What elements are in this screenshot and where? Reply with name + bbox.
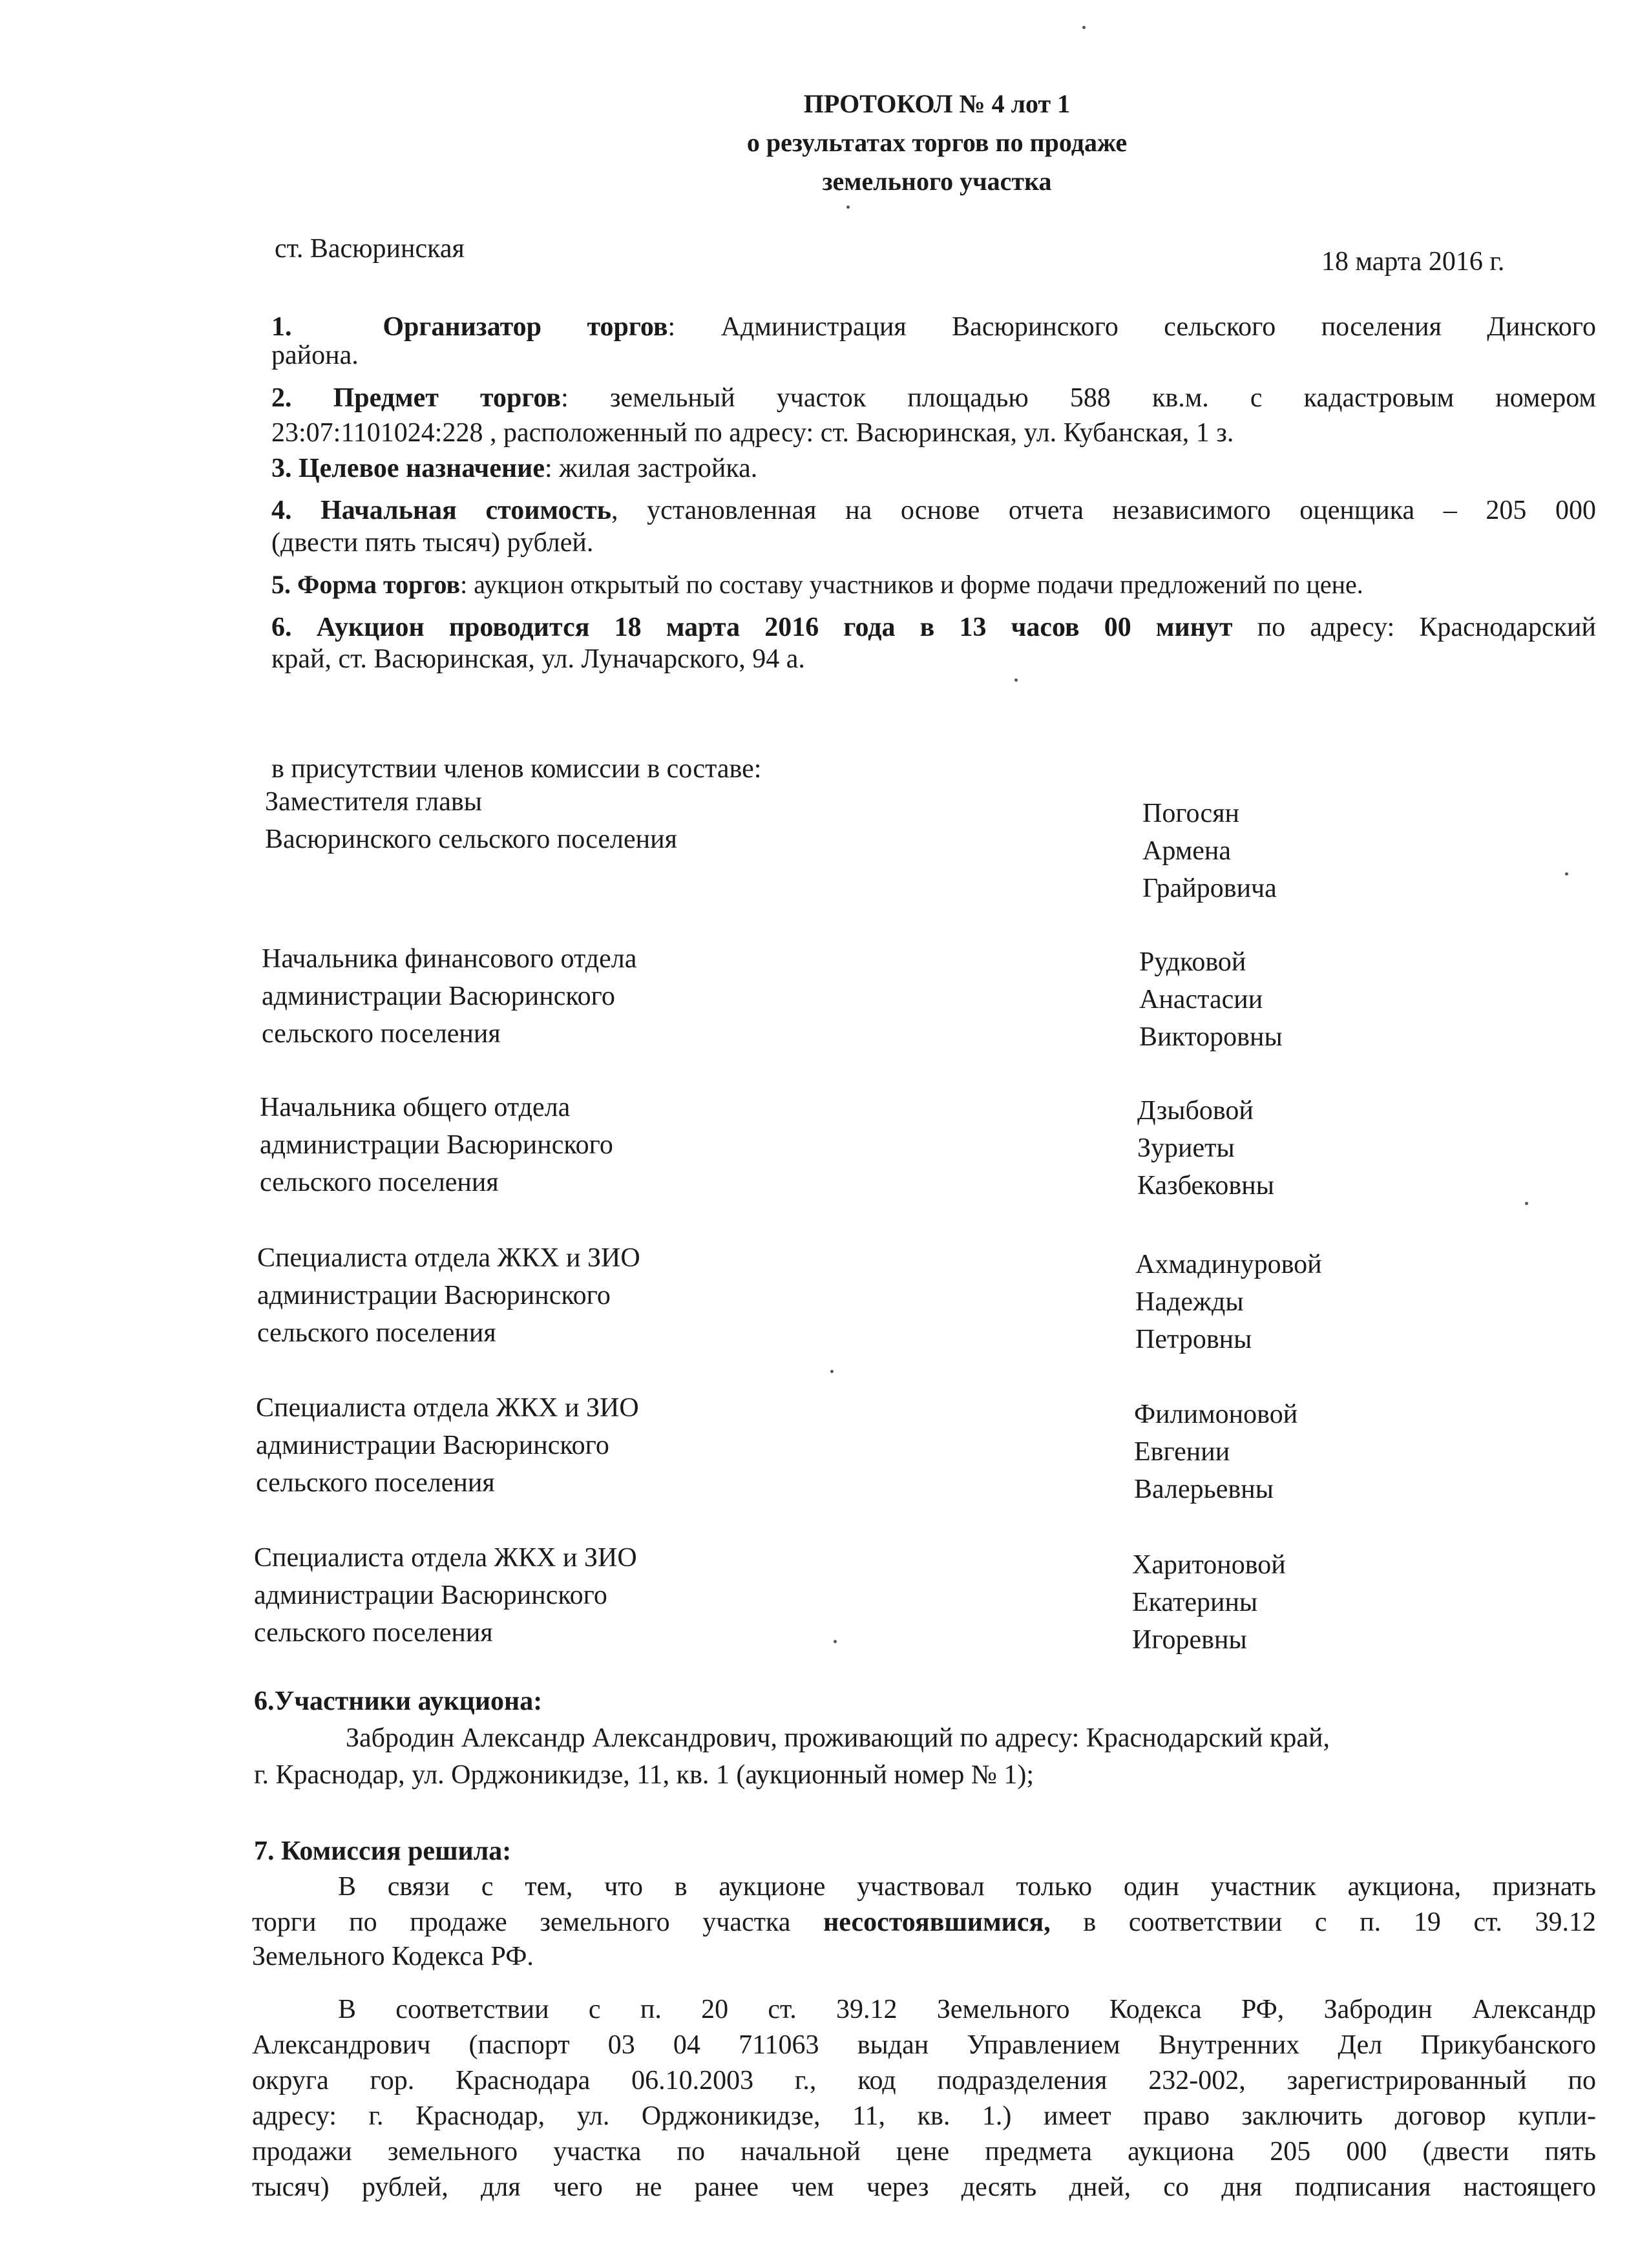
member-position: Специалиста отдела ЖКХ и ЗИО администрации Васюринского сельского поселения xyxy=(257,1243,640,1348)
document-title: ПРОТОКОЛ № 4 лот 1 xyxy=(803,89,1071,118)
decision-paragraph-2-line: адресу: г. Краснодар, ул. Орджоникидзе, 11, кв. 1.) имеет право заключить договор купли- xyxy=(252,2101,1596,2131)
scan-speck xyxy=(1082,26,1086,29)
item-purpose: 3. Целевое назначение: жилая застройка. xyxy=(271,454,758,483)
participant-text-cont: г. Краснодар, ул. Орджоникидзе, 11, кв. 1 (аукционный номер № 1); xyxy=(254,1760,1035,1790)
item-auction-time: 6. Аукцион проводится 18 марта 2016 года в 13 часов 00 минут по адресу: Краснодарский xyxy=(271,613,1596,642)
decision-paragraph-2-line: тысяч) рублей, для чего не ранее чем через десять дней, со дня подписания настоящего xyxy=(252,2172,1596,2202)
member-position: Начальника финансового отдела администрации Васюринского сельского поселения xyxy=(262,944,637,1049)
document-subtitle-2: земельного участка xyxy=(822,167,1052,196)
member-name: Харитоновой Екатерины Игоревны xyxy=(1132,1550,1286,1655)
document-subtitle: о результатах торгов по продаже xyxy=(746,128,1128,157)
participants-heading: 6.Участники аукциона: xyxy=(254,1686,543,1716)
member-position: Специалиста отдела ЖКХ и ЗИО администрации Васюринского сельского поселения xyxy=(256,1393,639,1498)
commission-intro: в присутствии членов комиссии в составе: xyxy=(271,754,762,784)
decision-heading: 7. Комиссия решила: xyxy=(254,1836,512,1866)
item-start-price: 4. Начальная стоимость, установленная на основе отчета независимого оценщика – 205 000 xyxy=(271,496,1596,525)
member-position: Начальника общего отдела администрации Васюринского сельского поселения xyxy=(260,1093,613,1197)
scan-speck xyxy=(830,1370,834,1373)
decision-paragraph-2-line: Александрович (паспорт 03 04 711063 выдан Управлением Внутренних Дел Прикубанского xyxy=(252,2030,1596,2060)
scan-speck xyxy=(1525,1202,1528,1205)
item-auction-time-cont: край, ст. Васюринская, ул. Луначарского, 94 а. xyxy=(271,644,805,674)
decision-paragraph-1-end: Земельного Кодекса РФ. xyxy=(252,1942,534,1971)
member-name: Рудковой Анастасии Викторовны xyxy=(1139,947,1283,1052)
item-start-price-cont: (двести пять тысяч) рублей. xyxy=(271,528,594,558)
place: ст. Васюринская xyxy=(275,234,465,264)
member-name: Дзыбовой Зуриеты Казбековны xyxy=(1137,1096,1274,1201)
scan-speck xyxy=(834,1640,837,1643)
document-date: 18 марта 2016 г. xyxy=(1321,247,1505,277)
member-position: Заместителя главы Васюринского сельского поселения xyxy=(265,787,677,854)
item-organizer-cont: района. xyxy=(271,341,359,370)
decision-paragraph-1: В связи с тем, что в аукционе участвовал только один участник аукциона, признать xyxy=(338,1872,1596,1902)
member-name: Ахмадинуровой Надежды Петровны xyxy=(1135,1250,1322,1354)
member-position: Специалиста отдела ЖКХ и ЗИО администрации Васюринского сельского поселения xyxy=(254,1543,637,1648)
member-name: Филимоновой Евгении Валерьевны xyxy=(1134,1400,1298,1504)
scan-speck xyxy=(846,205,850,209)
item-organizer: 1. Организатор торгов: Администрация Васюринского сельского поселения Динского xyxy=(271,312,1596,342)
participant-text: Забродин Александр Александрович, проживающий по адресу: Краснодарский край, xyxy=(346,1723,1330,1753)
scan-speck xyxy=(1565,872,1568,876)
item-form: 5. Форма торгов: аукцион открытый по составу участников и форме подачи предложений по цене. xyxy=(271,570,1363,599)
scan-speck xyxy=(1014,678,1018,682)
decision-paragraph-2-line: продажи земельного участка по начальной цене предмета аукциона 205 000 (двести пять xyxy=(252,2137,1596,2167)
member-name: Погосян Армена Грайровича xyxy=(1142,799,1277,903)
decision-paragraph-2-line: округа гор. Краснодара 06.10.2003 г., код подразделения 232-002, зарегистрированный по xyxy=(252,2066,1596,2095)
decision-paragraph-2: В соответствии с п. 20 ст. 39.12 Земельного Кодекса РФ, Забродин Александр xyxy=(338,1995,1596,2024)
item-subject-cont: 23:07:1101024:228 , расположенный по адресу: ст. Васюринская, ул. Кубанская, 1 з. xyxy=(271,418,1234,448)
item-subject: 2. Предмет торгов: земельный участок площадью 588 кв.м. с кадастровым номером xyxy=(271,383,1597,413)
decision-paragraph-1-cont: торги по продаже земельного участка несостоявшимися, в соответствии с п. 19 ст. 39.12 xyxy=(252,1907,1597,1937)
